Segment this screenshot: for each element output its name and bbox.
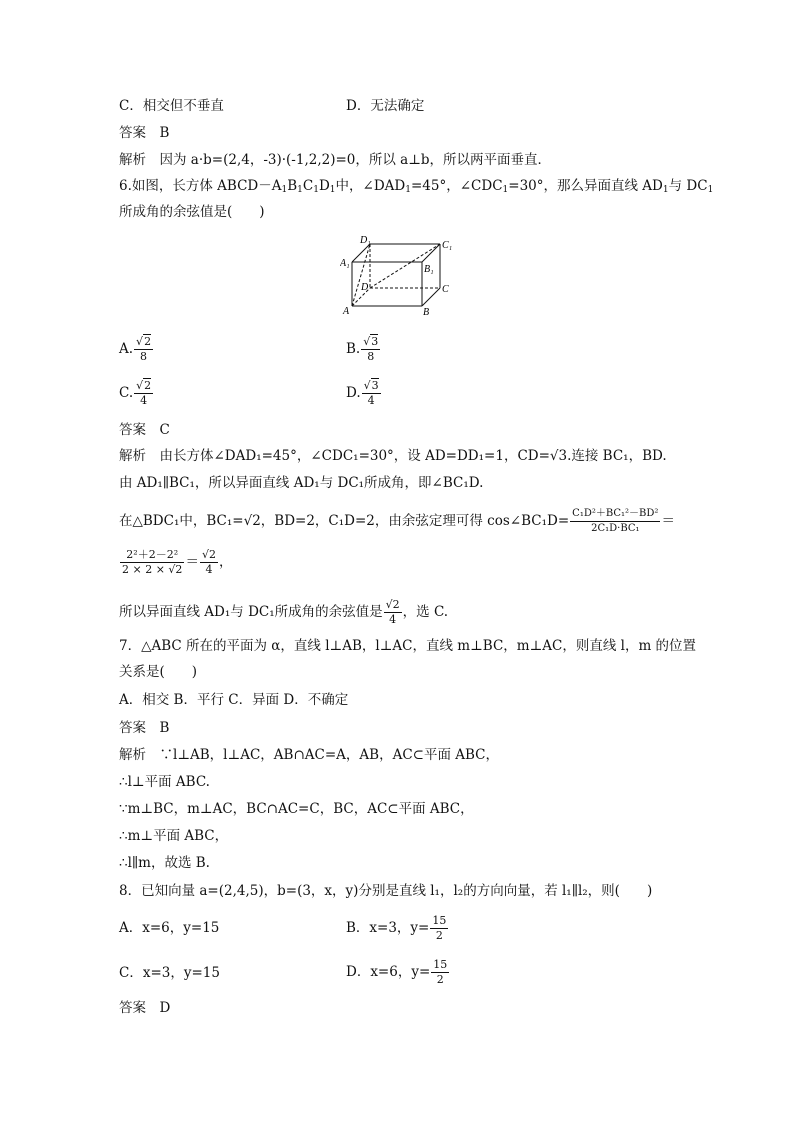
q5-explanation: 解析 因为 a·b=(2,4，-3)·(-1,2,2)=0，所以 a⊥b，所以两平面垂直． [119, 152, 552, 168]
q7-explanation-line3: ∵m⊥BC，m⊥AC，BC∩AC=C，BC，AC⊂平面 ABC， [119, 801, 474, 817]
label-b: B [423, 307, 430, 316]
q7-explanation-line2: ∴l⊥平面 ABC. [119, 774, 210, 790]
q8-option-d: D．x=6，y= $\frac{15}{2}$ [346, 958, 448, 986]
q6-explanation-line4: $\frac{\text{2²＋2－2²}}{2 \times 2 \times √2}$ ＝ $\frac{√2}{4}$ ， [122, 548, 233, 576]
q6-stem-line2: 所成角的余弦值是( ) [119, 204, 265, 220]
label-d1: D₁ [360, 235, 371, 246]
edge-b1c1 [422, 244, 440, 262]
label-d: D [361, 282, 369, 293]
q5-option-c: C．相交但不垂直 [119, 98, 224, 114]
q7-stem-line2: 关系是( ) [119, 664, 198, 680]
label-b1: B₁ [424, 264, 434, 275]
q6-explanation-line2: 由 AD₁∥BC₁，所以异面直线 AD₁与 DC₁所成角，即∠BC₁D. [119, 475, 484, 491]
q7-answer: 答案 B [119, 720, 170, 736]
label-a1: A₁ [340, 258, 350, 269]
label-c1: C₁ [442, 240, 453, 251]
q7-explanation-line1: 解析 ∵l⊥AB，l⊥AC，AB∩AC=A，AB，AC⊂平面 ABC， [119, 747, 499, 763]
q6-explanation-line1: 解析 由长方体∠DAD₁=45°，∠CDC₁=30°，设 AD=DD₁=1，CD=√3.连接 BC₁，BD. [119, 448, 667, 464]
q6-answer: 答案 C [119, 422, 170, 438]
edge-bc [422, 288, 440, 306]
q8-option-a: A．x=6，y=15 [119, 920, 220, 936]
q5-option-d: D．无法确定 [346, 98, 425, 114]
q7-explanation-line5: ∴l∥m，故选 B. [119, 855, 210, 871]
q5-answer: 答案 B [119, 125, 170, 141]
q6-option-b: B. $\frac{√3}{8}$ [346, 335, 379, 363]
q6-option-c: C. $\frac{√2}{4}$ [119, 379, 152, 407]
q6-explanation-line3: 在△BDC₁中，BC₁=√2，BD=2，C₁D=2，由余弦定理可得 cos∠BC₁D= $\frac{\text{C₁D²＋BC₁²－BD²}}{\text{2C₁D·BC₁}}$ ＝ [119, 508, 675, 534]
cuboid-figure [340, 232, 460, 316]
q8-answer: 答案 D [119, 1000, 171, 1016]
q8-option-c: C．x=3，y=15 [119, 965, 220, 981]
q7-explanation-line4: ∴m⊥平面 ABC， [119, 828, 229, 844]
label-c: C [442, 284, 449, 295]
q6-explanation-line5: 所以异面直线 AD₁与 DC₁所成角的余弦值是 $\frac{√2}{4}$ ，选 C. [119, 598, 449, 626]
q6-stem-line1: 6.如图，长方体 $ABCD-A_1B_1C_1D_1$中，$\angle DAD_1=45^\circ$，$\angle CDC_1=30^\circ$，那么异面直线 $AD_1$与 $DC_1$ [119, 178, 714, 195]
q7-options: A．相交 B．平行 C．异面 D．不确定 [119, 692, 349, 708]
q6-option-a: A. $\frac{√2}{8}$ [119, 335, 152, 363]
q8-stem: 8．已知向量 a=(2,4,5)，b=(3，x，y)分别是直线 l₁，l₂的方向向量，若 l₁∥l₂，则( ) [119, 883, 653, 899]
label-a: A [343, 306, 350, 316]
q7-stem-line1: 7．△ABC 所在的平面为 α，直线 l⊥AB，l⊥AC，直线 m⊥BC，m⊥AC，则直线 l，m 的位置 [119, 638, 697, 654]
q6-option-d: D. $\frac{√3}{4}$ [346, 379, 379, 407]
q8-option-b: B．x=3，y= $\frac{15}{2}$ [346, 914, 447, 942]
